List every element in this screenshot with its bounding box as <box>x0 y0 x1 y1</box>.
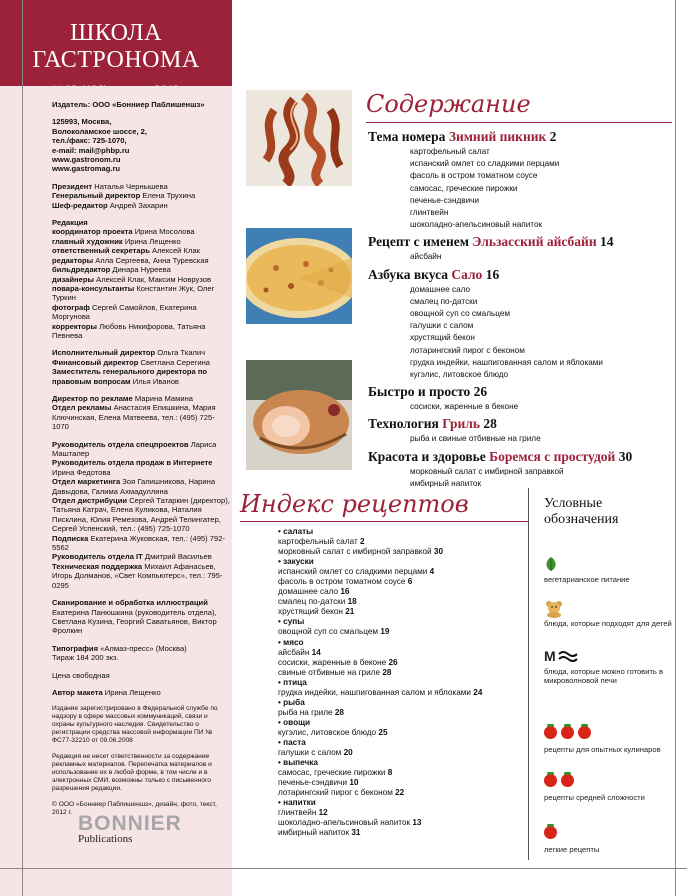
section-recipe: испанский омлет со сладкими перцами <box>410 159 560 169</box>
registration-note: Издание зарегистрировано в Федеральной службе по надзору в сфере массовых коммуникаций, связи и охраны культурного наследия. Свидетельство о регистрации средства массовой информации ПИ № ФС77-32210 от 09.06.2008 <box>52 705 218 745</box>
credit-line <box>52 358 230 367</box>
index-recipe <box>278 607 528 617</box>
section-recipe: рыба и свиные отбивные на гриле <box>410 434 541 444</box>
logo-name: BONNIER <box>78 812 182 835</box>
index-category: • мясо <box>278 638 528 648</box>
section-recipe: хрустящий бекон <box>410 333 475 343</box>
index-recipe-name: глинтвейн <box>278 808 317 818</box>
section-recipes <box>410 433 678 445</box>
credit-line <box>52 275 230 284</box>
index-recipe-page: 25 <box>378 727 388 737</box>
credit-line <box>52 403 230 431</box>
credit-name: Лариса Машталер <box>52 439 219 458</box>
editorial <box>52 218 230 340</box>
index-recipe <box>278 567 528 577</box>
credit-name: Елена Трухина <box>142 191 196 201</box>
section-recipe: имбирный напиток <box>410 478 482 488</box>
index-recipe <box>278 688 528 698</box>
section-recipe: фасоль в остром томатном соусе <box>410 171 538 181</box>
contents-section <box>368 266 678 382</box>
section-recipe: домашнее сало <box>410 284 471 294</box>
index-recipe <box>278 627 528 637</box>
section-recipe: смалец по-датски <box>410 296 478 306</box>
masthead <box>0 0 232 86</box>
microwave-icon: M <box>544 648 679 664</box>
section-recipe: глинтвейн <box>410 208 449 218</box>
credit-name: Екатерина Жуковская, тел.: (495) 792-5562 <box>52 533 225 553</box>
contents-section-heading <box>368 448 678 466</box>
index-recipe-page: 28 <box>382 667 392 677</box>
index-recipe-name: рыба на гриле <box>278 707 333 717</box>
index-recipe <box>278 728 528 738</box>
recipe-index-divider <box>240 521 528 522</box>
credit-role: бильдредактор <box>52 265 111 275</box>
index-recipe-name: сосиски, жаренные в беконе <box>278 657 387 667</box>
index-recipe <box>278 748 528 758</box>
credit-role: Отдел маркетинга <box>52 477 121 487</box>
printing: Типография «Алмаз-пресс» (Москва) Тираж 184 200 экз. <box>52 644 230 663</box>
section-recipes <box>410 401 678 413</box>
section-rubric: Азбука вкуса <box>368 266 448 282</box>
credit-line <box>52 496 233 534</box>
index-recipe-page: 4 <box>429 567 435 577</box>
price: Цена свободная <box>52 670 110 680</box>
index-category: • овощи <box>278 718 528 728</box>
credit-line <box>52 394 230 403</box>
credit-name: Константин Жук, Олег Туркин <box>52 283 217 303</box>
guide-line <box>675 0 676 896</box>
credit-role: Техническая поддержка <box>52 561 143 571</box>
index-category: • птица <box>278 678 528 688</box>
credit-name: Ирина Мосолова <box>134 227 195 237</box>
index-recipe-page: 16 <box>340 587 350 597</box>
credit-role: Руководитель отдела IT <box>52 552 143 562</box>
legend-item-expert: рецепты для опытных кулинаров <box>544 726 661 754</box>
index-recipe-name: имбирный напиток <box>278 828 350 838</box>
section-topic: Боремся с простудой <box>489 448 616 464</box>
credit-line <box>52 227 230 236</box>
index-category: • салаты <box>278 527 528 537</box>
section-topic: Гриль <box>442 416 480 432</box>
credit-role: Директор по рекламе <box>52 393 133 403</box>
credit-line <box>52 303 230 322</box>
index-recipe-name: печенье-сэндвичи <box>278 778 348 788</box>
credit-line <box>52 191 230 200</box>
section-page: 2 <box>549 129 557 144</box>
contents-title: Содержание <box>366 90 531 118</box>
contents-section <box>368 128 678 231</box>
credit-role: Руководитель отдела продаж в Интернете <box>52 458 213 468</box>
magazine-title: ШКОЛА ГАСТРОНОМА <box>32 20 200 73</box>
credit-role: ответственный секретарь <box>52 246 150 256</box>
credit-role: Исполнительный директор <box>52 348 156 358</box>
index-recipe-name: домашнее сало <box>278 587 339 597</box>
credit-name: Динара Нуреева <box>112 265 171 275</box>
credit-role: главный художник <box>52 236 123 246</box>
credit-line <box>52 440 230 459</box>
layout-author: Автор макета Ирина Лещенко <box>52 687 161 697</box>
index-recipe-name: овощной суп со смальцем <box>278 627 379 637</box>
index-recipe-name: испанский омлет со сладкими перцами <box>278 567 428 577</box>
index-category: • закуски <box>278 557 528 567</box>
scanning: Сканирование и обработка иллюстраций Екатерина Панюшкина (руководитель отдела), Светлана Кузина, Георгий Саватьянов, Виктор Фролкин <box>52 598 219 636</box>
index-recipe <box>278 788 528 798</box>
section-rubric: Тема номера <box>368 129 446 144</box>
advertising-staff <box>52 394 230 432</box>
credit-role: Отдел рекламы <box>52 403 112 413</box>
editorial-heading: Редакция <box>52 218 88 228</box>
index-recipe-name: морковный салат с имбирной заправкой <box>278 547 432 557</box>
index-recipe-name: шоколадно-апельсиновый напиток <box>278 818 411 828</box>
contents-section-heading <box>368 383 678 401</box>
logo-sub: Publications <box>78 833 133 845</box>
index-recipe-page: 6 <box>407 577 413 587</box>
credit-line <box>52 182 230 191</box>
credit-line <box>52 562 230 590</box>
index-recipe-name: айсбайн <box>278 647 310 657</box>
legend-item-medium: рецепты средней сложности <box>544 774 645 802</box>
section-recipe: печенье-сэндвичи <box>410 195 480 205</box>
index-recipe-name: фасоль в остром томатном соусе <box>278 577 406 587</box>
section-page: 16 <box>485 266 500 282</box>
legend-item-kids: блюда, которые подходят для детей <box>544 600 672 628</box>
credit-name: Зоя Галишникова, Нарина Давыдова, Галима Ахмадуллина <box>52 477 218 496</box>
credit-line <box>52 237 230 246</box>
circulation: Тираж 184 200 экз. <box>52 653 119 663</box>
index-separator <box>528 488 529 860</box>
credit-name: Сергей Татаркин (директор), Татьяна Катрач, Елена Куликова, Наталия Писклина, Юлия Ремезова, Андрей Телингатер, Сергей Успенский, тел.: (495) 725-1070 <box>52 496 233 534</box>
section-recipe: самосас, греческие пирожки <box>410 183 518 193</box>
three-tomatoes-icon <box>544 726 661 742</box>
index-recipe-page: 2 <box>360 537 365 547</box>
index-recipe-name: свиные отбивные на гриле <box>278 667 381 677</box>
credit-line <box>52 284 230 303</box>
index-category: • рыба <box>278 698 528 708</box>
index-category: • напитки <box>278 798 528 808</box>
section-rubric: Красота и здоровье <box>368 448 486 464</box>
credit-role: Финансовый директор <box>52 357 139 367</box>
credit-name: Анастасия Епишкина, Мария Ключинская, Елена Матвеева, тел.: (495) 725-1070 <box>52 403 218 432</box>
contents-section-heading <box>368 128 678 146</box>
section-recipe: картофельный салат <box>410 147 490 156</box>
credit-line <box>52 348 230 357</box>
credit-name: Ирина Федотова <box>52 467 111 477</box>
credit-name: Дмитрий Васильев <box>144 552 212 562</box>
index-recipe <box>278 537 528 547</box>
section-recipe: морковный салат с имбирной заправкой <box>410 466 564 476</box>
credit-line <box>52 552 230 561</box>
index-category: • паста <box>278 738 528 748</box>
two-tomatoes-icon <box>544 774 645 790</box>
publisher: Издатель: ООО «Бонниер Паблишеншз» <box>52 100 205 109</box>
credit-line <box>52 458 230 477</box>
recipe-index-title: Индекс рецептов <box>240 490 469 518</box>
index-recipe-page: 26 <box>388 657 398 667</box>
credit-line <box>52 201 230 210</box>
index-recipe-page: 8 <box>387 768 393 778</box>
index-recipe-page: 28 <box>334 707 344 717</box>
contents-section-heading <box>368 266 678 284</box>
credit-role: редакторы <box>52 255 94 265</box>
section-topic: Эльзасский айсбайн <box>472 234 597 250</box>
credit-role: дизайнеры <box>52 274 94 284</box>
section-recipe: кугэлис, литовское блюдо <box>410 370 509 380</box>
index-recipe-name: кугэлис, литовское блюдо <box>278 727 377 737</box>
quiche-photo <box>246 228 352 324</box>
credit-role: Генеральный директор <box>52 191 141 201</box>
credit-name: Алексей Клак, Максим Новрузов <box>96 274 211 284</box>
legend-item-microwave: M блюда, которые можно готовить в микроволновой печи <box>544 648 679 685</box>
leaf-icon <box>544 556 630 572</box>
section-rubric: Рецепт с именем <box>368 234 469 250</box>
legend <box>544 496 679 854</box>
index-recipe-page: 24 <box>473 687 483 697</box>
credit-name: Алла Сергеева, Анна Туревская <box>95 255 209 265</box>
index-recipe-name: лотарингский пирог с беконом <box>278 788 393 798</box>
bacon-photo <box>246 90 352 186</box>
index-recipe-page: 31 <box>351 828 361 838</box>
section-recipes <box>410 466 678 490</box>
contents-section-heading <box>368 233 678 251</box>
index-recipe-page: 13 <box>412 818 422 828</box>
section-topic: Сало <box>451 266 483 282</box>
credit-name: Алексей Клак <box>152 246 200 256</box>
contents-section <box>368 233 678 263</box>
index-recipe <box>278 587 528 597</box>
index-recipe <box>278 778 528 788</box>
credit-line <box>52 477 230 496</box>
index-recipe-name: хрустящий бекон <box>278 607 343 617</box>
index-recipe <box>278 547 528 557</box>
disclaimer: Редакция не несет ответственности за содержание рекламных материалов. Перепечатка материалов и использование их в любой форме, в том числе и в электронных СМИ, возможны только с письменного разрешения редакции. <box>52 753 212 793</box>
index-recipe <box>278 648 528 658</box>
recipe-index-list <box>278 527 528 838</box>
credit-line <box>52 367 230 386</box>
credit-role: Заместитель генерального директора по правовым вопросам <box>52 367 210 386</box>
guide-line <box>22 0 23 896</box>
credit-name: Светлана Серегина <box>140 357 210 367</box>
credit-name: Марина Мамина <box>134 393 193 403</box>
credit-name: Андрей Захарин <box>109 200 168 210</box>
credit-name: Илья Иванов <box>132 376 179 386</box>
contents-list <box>368 128 678 492</box>
top-staff <box>52 182 230 210</box>
contents-section <box>368 383 678 413</box>
credit-line <box>52 265 230 274</box>
legend-item-easy: легкие рецепты <box>544 826 599 854</box>
index-recipe-page: 18 <box>347 597 357 607</box>
one-tomato-icon <box>544 826 599 842</box>
index-recipe-page: 30 <box>433 547 443 557</box>
index-recipe <box>278 668 528 678</box>
index-recipe-name: картофельный салат <box>278 537 358 547</box>
section-page: 26 <box>473 384 488 400</box>
credit-role: Шеф-редактор <box>52 200 108 210</box>
index-category: • выпечка <box>278 758 528 768</box>
bonnier-logo <box>78 812 182 845</box>
section-page: 30 <box>618 448 633 464</box>
index-recipe-page: 21 <box>345 607 355 617</box>
index-recipe-page: 20 <box>343 748 353 758</box>
credit-role: фотограф <box>52 302 90 312</box>
turkey-photo <box>246 360 352 470</box>
section-recipe: айсбайн <box>410 252 442 262</box>
index-recipe <box>278 658 528 668</box>
legend-item-vegetarian: вегетарианское питание <box>544 556 630 584</box>
section-rubric: Быстро и просто <box>368 384 471 400</box>
credit-role: Подписка <box>52 533 89 543</box>
credit-line <box>52 256 230 265</box>
section-recipe: грудка индейки, нашпигованная салом и яблоками <box>410 357 603 367</box>
index-recipe-name: грудка индейки, нашпигованная салом и яблоками <box>278 687 471 697</box>
section-recipe: шоколадно-апельсиновый напиток <box>410 220 543 230</box>
credits-column <box>52 100 233 825</box>
credit-name: Наталья Чернышева <box>94 181 168 191</box>
index-category: • супы <box>278 617 528 627</box>
section-page: 14 <box>599 234 614 250</box>
index-recipe-page: 10 <box>349 778 359 788</box>
credit-name: Михаил Афанасьев, Игорь Долманов, «Свет Компьютерс», тел.: 795-0295 <box>52 561 223 590</box>
index-recipe <box>278 808 528 818</box>
contents-section <box>368 448 678 490</box>
credit-name: Ирина Лещенко <box>124 236 181 246</box>
credit-line <box>52 534 230 553</box>
index-recipe <box>278 828 528 838</box>
index-recipe <box>278 708 528 718</box>
credit-role: Руководитель отдела спецпроектов <box>52 439 189 449</box>
credit-name: Сергей Самойлов, Екатерина Моргунова <box>52 302 199 322</box>
section-recipe: галушки с салом <box>410 321 474 331</box>
index-recipe-page: 22 <box>395 788 405 798</box>
index-recipe <box>278 577 528 587</box>
credit-role: Отдел дистрибуции <box>52 496 128 506</box>
contents-divider <box>366 122 672 123</box>
section-recipe: овощной суп со смальцем <box>410 309 511 319</box>
section-recipes <box>410 146 678 231</box>
index-recipe-page: 19 <box>380 627 390 637</box>
legend-title: Условные обозначения <box>544 496 619 527</box>
credit-line <box>52 322 230 341</box>
credit-name: Любовь Никифорова, Татьяна Певнева <box>52 321 208 340</box>
contents-section-heading <box>368 415 678 433</box>
credit-role: координатор проекта <box>52 227 133 237</box>
section-recipe: лотарингский пирог с беконом <box>410 345 525 355</box>
credit-line <box>52 246 230 255</box>
credit-role: корректоры <box>52 321 98 331</box>
index-recipe <box>278 818 528 828</box>
credit-name: Ольга Ткалич <box>157 348 206 358</box>
teddy-bear-icon <box>544 600 672 616</box>
section-page: 28 <box>483 416 497 432</box>
index-recipe-name: галушки с салом <box>278 748 342 758</box>
credit-role: повара-консультанты <box>52 283 135 293</box>
index-recipe <box>278 768 528 778</box>
index-recipe-name: смалец по-датски <box>278 597 346 607</box>
section-recipe: сосиски, жаренные в беконе <box>410 402 519 412</box>
section-recipes <box>410 251 678 263</box>
executive-staff <box>52 348 230 386</box>
guide-line <box>0 868 687 869</box>
section-topic: Зимний пикник <box>448 129 547 144</box>
index-recipe-page: 14 <box>311 647 321 657</box>
section-rubric: Технология <box>368 416 439 432</box>
credit-role: Президент <box>52 181 93 191</box>
section-recipes <box>410 284 678 382</box>
contents-section <box>368 415 678 445</box>
index-recipe <box>278 597 528 607</box>
address: 125993, Москва, Волоколамское шоссе, 2, тел./факс: 725-1070, e-mail: mail@phbp.ru www.gastronom.ru www.gastromag.ru <box>52 117 147 174</box>
index-recipe-name: самосас, греческие пирожки <box>278 768 386 778</box>
copyright: © ООО «Бонниер Паблишеншз», дизайн, фото, текст, 2012 г. <box>52 801 217 817</box>
index-recipe-page: 12 <box>318 808 328 818</box>
departments-staff <box>52 439 233 591</box>
